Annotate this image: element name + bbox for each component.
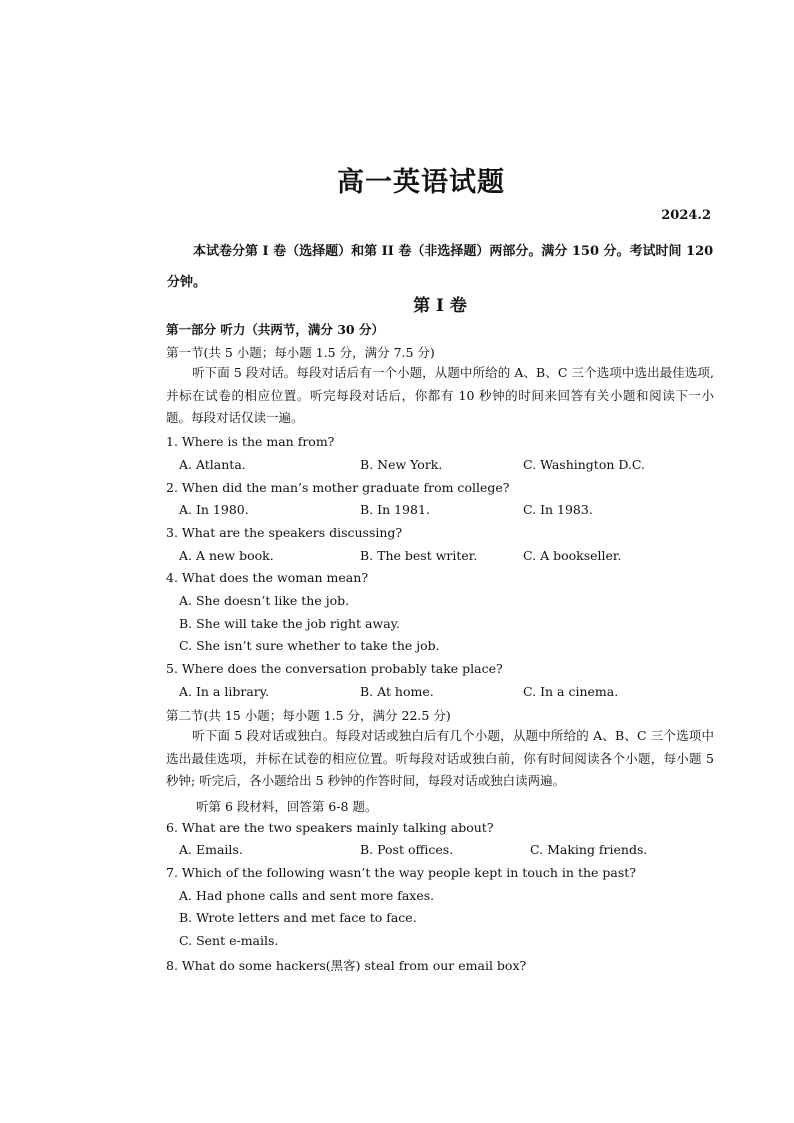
q1-option-a: A. Atlanta. [179, 457, 246, 472]
q5-option-b: B. At home. [360, 684, 434, 699]
exam-date: 2024.2 [661, 208, 711, 223]
q4-stem: 4. What does the woman mean? [166, 570, 369, 585]
q7-option-a: A. Had phone calls and sent more faxes. [179, 888, 435, 903]
q2-option-b: B. In 1981. [360, 502, 430, 517]
q2-option-c: C. In 1983. [523, 502, 593, 517]
q6-option-a: A. Emails. [179, 842, 243, 857]
q2-stem: 2. When did the man’s mother graduate from college? [166, 480, 510, 495]
section2-instructions-text: 听下面 5 段对话或独白。每段对话或独白后有几个小题，从题中所给的 A、B、C 三个选项中选出最佳选项，并标在试卷的相应位置。听每段对话或独白前，你有时间阅读各个小题，每小题 5 秒钟; 听完后，各小题给出 5 秒钟的作答时间，每段对话或独白读两遍。 [166, 728, 714, 788]
exam-title: 高一英语试题 [337, 167, 505, 198]
q6-option-c: C. Making friends. [530, 842, 648, 857]
q4-option-b: B. She will take the job right away. [179, 616, 401, 631]
q5-stem: 5. Where does the conversation probably take place? [166, 661, 503, 676]
section2-header: 第二节(共 15 小题；每小题 1.5 分，满分 22.5 分) [166, 708, 451, 723]
q5-option-a: A. In a library. [179, 684, 270, 699]
section1-instructions-text: 听下面 5 段对话。每段对话后有一个小题，从题中所给的 A、B、C 三个选项中选出最佳选项,并标在试卷的相应位置。听完每段对话后，你都有 10 秒钟的时间来回答有关小题和阅读下一小题。每段对话仅读一遍。 [166, 365, 714, 425]
q2-option-a: A. In 1980. [179, 502, 249, 517]
q7-option-b: B. Wrote letters and met face to face. [179, 910, 417, 925]
q6-stem: 6. What are the two speakers mainly talking about? [166, 820, 494, 835]
q4-option-c: C. She isn’t sure whether to take the job. [179, 638, 440, 653]
q3-option-c: C. A bookseller. [523, 548, 622, 563]
section2-instructions [166, 725, 714, 793]
q1-option-c: C. Washington D.C. [523, 457, 646, 472]
exam-intro [167, 236, 715, 298]
material-6-instruction: 听第 6 段材料，回答第 6-8 题。 [196, 799, 378, 814]
intro-text: 本试卷分第 I 卷（选择题）和第 II 卷（非选择题）两部分。满分 150 分。考试时间 120 分钟。 [167, 244, 714, 290]
q4-option-a: A. She doesn’t like the job. [179, 593, 350, 608]
q1-option-b: B. New York. [360, 457, 443, 472]
q7-stem: 7. Which of the following wasn’t the way people kept in touch in the past? [166, 865, 636, 880]
section1-instructions [166, 362, 714, 430]
q6-option-b: B. Post offices. [360, 842, 454, 857]
q1-stem: 1. Where is the man from? [166, 434, 335, 449]
q8-stem: 8. What do some hackers(黑客) steal from our email box? [166, 958, 527, 973]
q3-option-b: B. The best writer. [360, 548, 478, 563]
q5-option-c: C. In a cinema. [523, 684, 619, 699]
q3-stem: 3. What are the speakers discussing? [166, 525, 403, 540]
volume-title: 第 I 卷 [413, 296, 467, 316]
q7-option-c: C. Sent e-mails. [179, 933, 279, 948]
q3-option-a: A. A new book. [179, 548, 274, 563]
section1-header: 第一节(共 5 小题；每小题 1.5 分，满分 7.5 分) [166, 345, 435, 360]
part1-header: 第一部分 听力（共两节，满分 30 分） [166, 322, 384, 337]
